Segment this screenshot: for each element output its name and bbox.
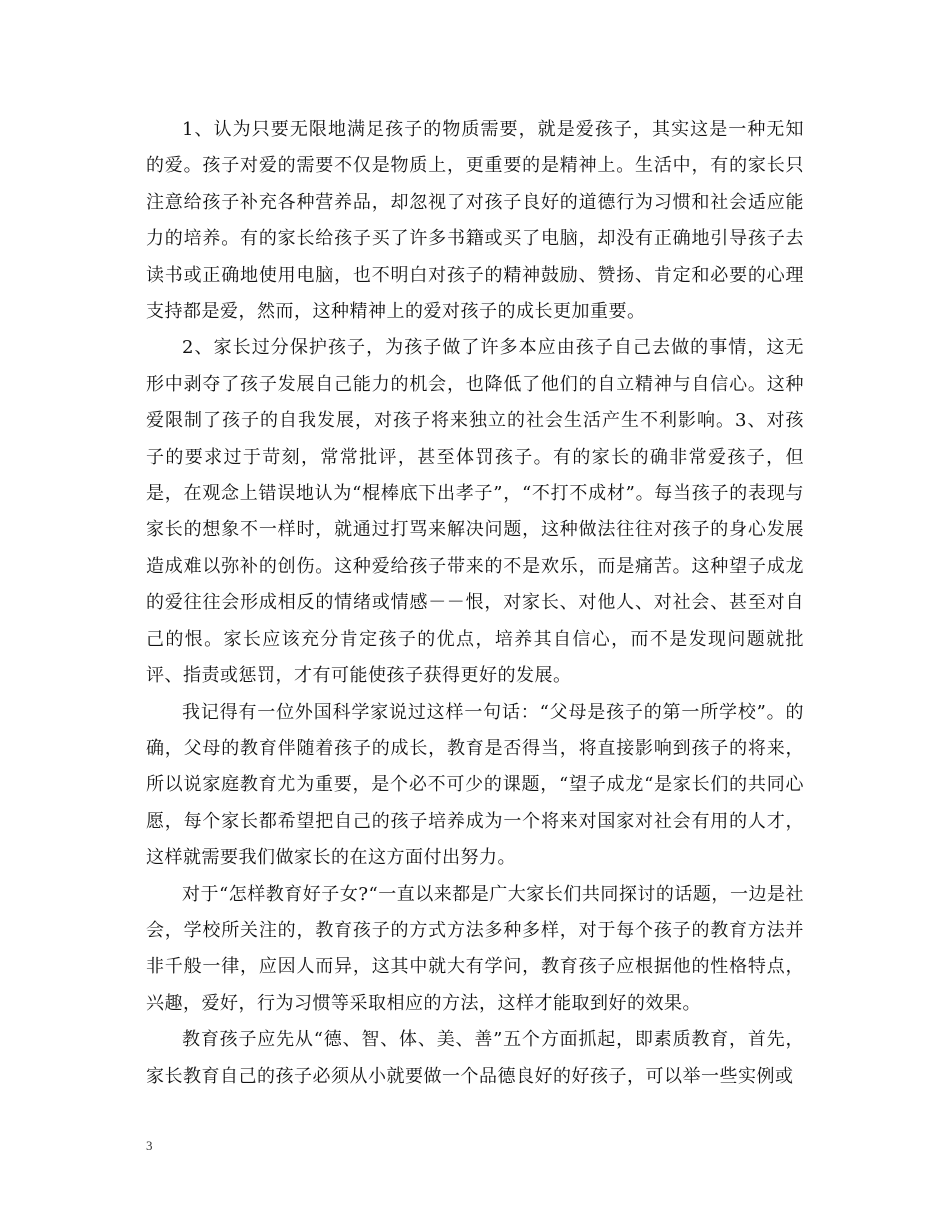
paragraph-4: 对于“怎样教育好子女?“一直以来都是广大家长们共同探讨的话题，一边是社会，学校所关注的，教育孩子的方式方法多种多样，对于每个孩子的教育方法并非千般一律，应因人而异，这其中就大有学问，教育孩子应根据他的性格特点，兴趣，爱好，行为习惯等采取相应的方法，这样才能取到好的效果。	[146, 883, 804, 1014]
paragraph-2: 2、家长过分保护孩子，为孩子做了许多本应由孩子自己去做的事情，这无形中剥夺了孩子发展自己能力的机会，也降低了他们的自立精神与自信心。这种爱限制了孩子的自我发展，对孩子将来独立的社会生活产生不利影响。3、对孩子的要求过于苛刻，常常批评，甚至体罚孩子。有的家长的确非常爱孩子，但是，在观念上错误地认为“棍棒底下出孝子”，“不打不成材”。每当孩子的表现与家长的想象不一样时，就通过打骂来解决问题，这种做法往往对孩子的身心发展造成难以弥补的创伤。这种爱给孩子带来的不是欢乐，而是痛苦。这种望子成龙的爱往往会形成相反的情绪或情感－－恨，对家长、对他人、对社会、甚至对自己的恨。家长应该充分肯定孩子的优点，培养其自信心，而不是发现问题就批评、指责或惩罚，才有可能使孩子获得更好的发展。	[146, 337, 804, 687]
page-number: 3	[146, 1138, 153, 1153]
paragraph-3: 我记得有一位外国科学家说过这样一句话：“父母是孩子的第一所学校”。的确，父母的教育伴随着孩子的成长，教育是否得当，将直接影响到孩子的将来，所以说家庭教育尤为重要，是个必不可少的课题，“望子成龙“是家长们的共同心愿，每个家长都希望把自己的孩子培养成为一个将来对国家对社会有用的人才，这样就需要我们做家长的在这方面付出努力。	[146, 701, 804, 869]
paragraph-5: 教育孩子应先从“德、智、体、美、善”五个方面抓起，即素质教育，首先，家长教育自己的孩子必须从小就要做一个品德良好的好孩子，可以举一些实例或	[146, 1029, 804, 1087]
body-text	[146, 112, 804, 1095]
paragraph-1: 1、认为只要无限地满足孩子的物质需要，就是爱孩子，其实这是一种无知的爱。孩子对爱的需要不仅是物质上，更重要的是精神上。生活中，有的家长只注意给孩子补充各种营养品，却忽视了对孩子良好的道德行为习惯和社会适应能力的培养。有的家长给孩子买了许多书籍或买了电脑，却没有正确地引导孩子去读书或正确地使用电脑，也不明白对孩子的精神鼓励、赞扬、肯定和必要的心理支持都是爱，然而，这种精神上的爱对孩子的成长更加重要。	[146, 119, 804, 323]
